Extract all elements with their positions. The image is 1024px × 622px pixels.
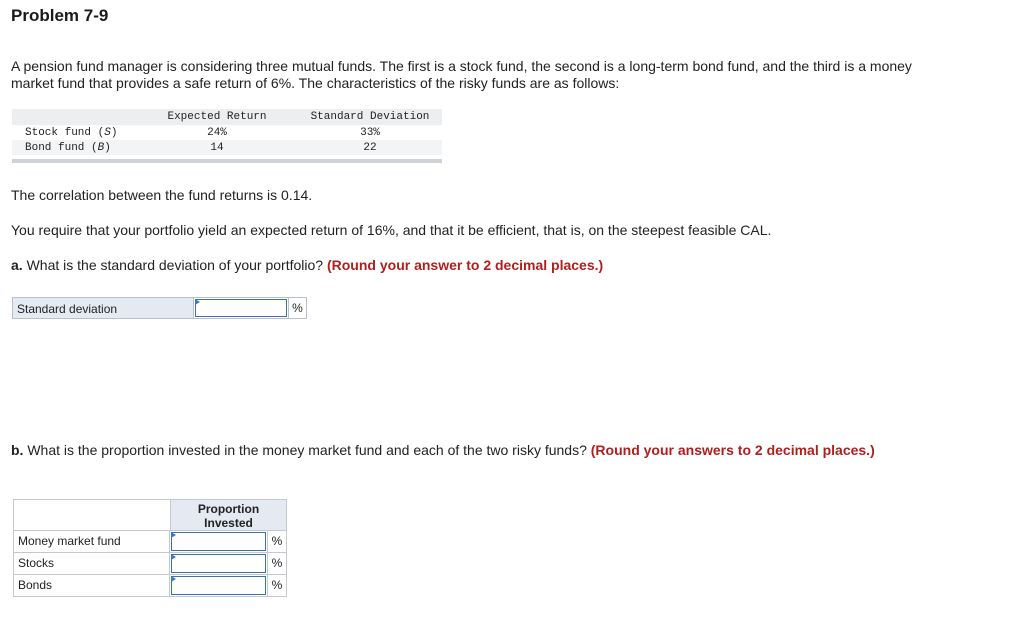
part-a-rounding-hint: (Round your answer to 2 decimal places.) bbox=[326, 257, 604, 273]
header-standard-deviation: Standard Deviation bbox=[310, 111, 430, 123]
part-a-question-text: What is the standard deviation of your portfolio? bbox=[26, 257, 324, 273]
input-marker-icon bbox=[171, 576, 176, 582]
row-label: Stocks bbox=[13, 553, 170, 575]
header-expected-return: Expected Return bbox=[167, 111, 267, 123]
header-blank-cell bbox=[13, 499, 170, 531]
input-marker-icon bbox=[171, 532, 176, 538]
money-market-proportion-input[interactable] bbox=[171, 532, 266, 551]
proportion-answer-table bbox=[13, 499, 287, 597]
proportion-invested-header: Proportion Invested bbox=[170, 499, 287, 531]
percent-unit: % bbox=[267, 575, 287, 597]
part-b-question-text: What is the proportion invested in the money market fund and each of the two risky funds? bbox=[27, 442, 587, 458]
table-bottom-rule bbox=[12, 159, 442, 163]
table-row-bond-fund bbox=[12, 140, 442, 155]
proportion-row-stocks bbox=[13, 553, 287, 575]
problem-title: Problem 7-9 bbox=[11, 6, 109, 25]
problem-intro: A pension fund manager is considering three mutual funds. The first is a stock fund, the second is a long-term bond fund, and the third is a money market fund that provides a safe return of 6%. The characteristics of the risky funds are as follows: bbox=[11, 58, 912, 91]
part-a-label: a. bbox=[11, 257, 23, 273]
input-marker-icon bbox=[171, 554, 176, 560]
correlation-text: The correlation between the fund returns is 0.14. bbox=[11, 187, 313, 203]
proportion-header-row bbox=[13, 499, 287, 531]
proportion-cell bbox=[170, 553, 267, 575]
requirement-text: You require that your portfolio yield an expected return of 16%, and that it be efficient, that is, on the steepest feasible CAL. bbox=[11, 222, 772, 238]
proportion-row-bonds bbox=[13, 575, 287, 597]
percent-unit: % bbox=[267, 553, 287, 575]
std-dev-value: 33% bbox=[360, 127, 380, 139]
part-b-label: b. bbox=[11, 442, 24, 458]
std-dev-value: 22 bbox=[363, 142, 377, 154]
proportion-cell bbox=[170, 531, 267, 553]
part-b-rounding-hint: (Round your answers to 2 decimal places.) bbox=[590, 442, 875, 458]
row-label: Money market fund bbox=[13, 531, 170, 553]
input-marker-icon bbox=[195, 299, 200, 305]
part-a-question bbox=[11, 257, 603, 273]
standard-deviation-cell bbox=[194, 297, 289, 319]
proportion-cell bbox=[170, 575, 267, 597]
fund-name: Bond fund (B) bbox=[25, 142, 111, 154]
expected-return-value: 24% bbox=[207, 127, 227, 139]
standard-deviation-answer-row bbox=[12, 297, 307, 319]
standard-deviation-input[interactable] bbox=[195, 299, 287, 317]
part-b-question bbox=[11, 441, 891, 459]
fund-characteristics-table bbox=[12, 109, 442, 163]
stocks-proportion-input[interactable] bbox=[171, 554, 266, 573]
standard-deviation-label: Standard deviation bbox=[12, 297, 194, 319]
percent-unit: % bbox=[289, 297, 307, 319]
fund-name: Stock fund (S) bbox=[25, 127, 118, 139]
table-header-row bbox=[12, 109, 442, 125]
expected-return-value: 14 bbox=[210, 142, 224, 154]
row-label: Bonds bbox=[13, 575, 170, 597]
table-row-stock-fund bbox=[12, 125, 442, 140]
proportion-row-money-market bbox=[13, 531, 287, 553]
percent-unit: % bbox=[267, 531, 287, 553]
bonds-proportion-input[interactable] bbox=[171, 576, 266, 595]
